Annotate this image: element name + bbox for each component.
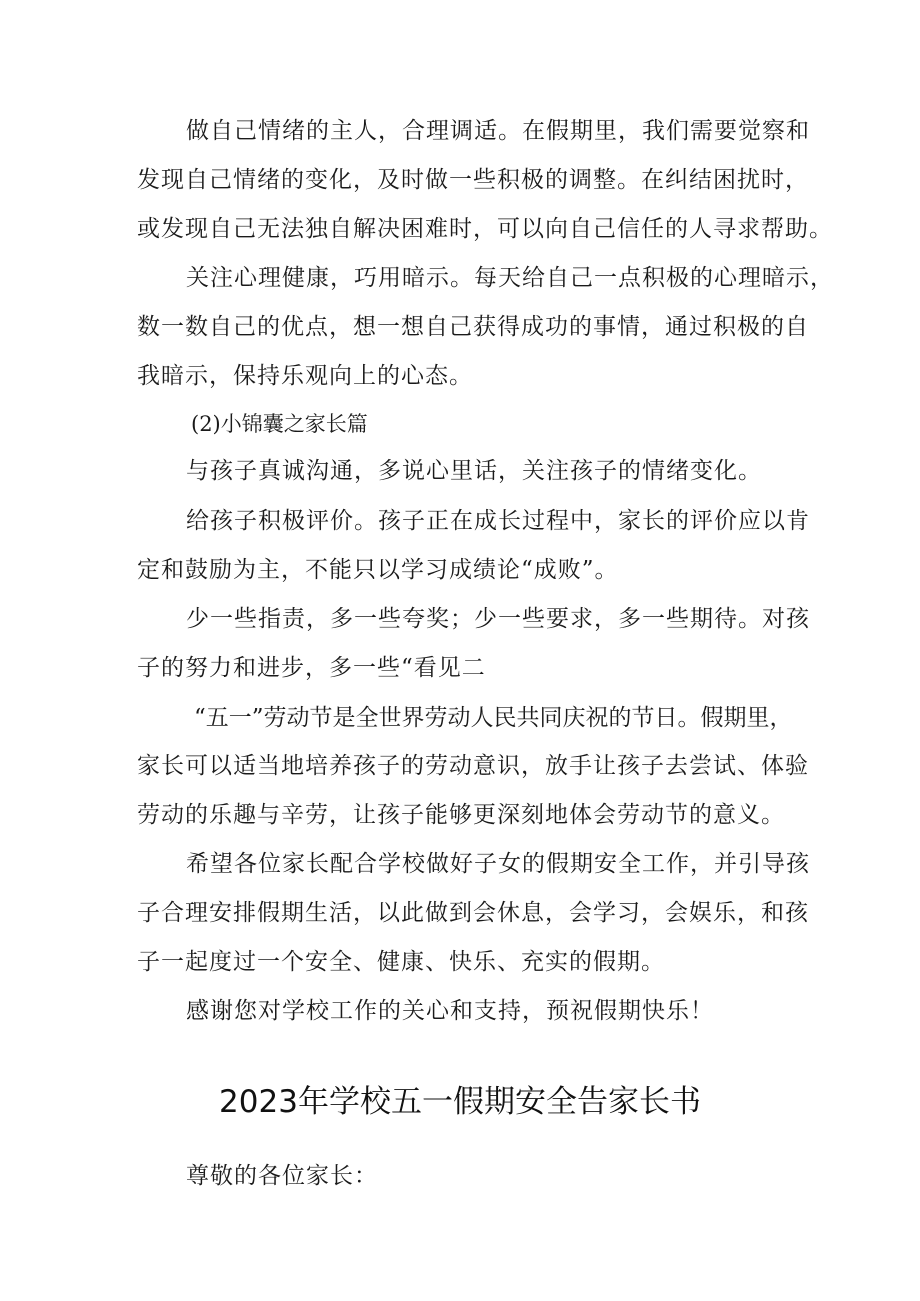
paragraph-8-line-1: 希望各位家长配合学校做好子女的假期安全工作，并引导孩 [186, 851, 810, 877]
paragraph-7-line-1: “五一”劳动节是全世界劳动人民共同庆祝的节日。假期里， [194, 705, 793, 731]
paragraph-9-line-1: 感谢您对学校工作的关心和支持，预祝假期快乐！ [186, 998, 714, 1024]
paragraph-6-line-2: 子的努力和进步，多一些“看见二 [137, 655, 486, 681]
paragraph-7-line-3: 劳动的乐趣与辛劳，让孩子能够更深刻地体会劳动节的意义。 [137, 802, 785, 828]
paragraph-4-line-1: 与孩子真诚沟通，多说心里话，关注孩子的情绪变化。 [186, 458, 762, 484]
salutation: 尊敬的各位家长： [186, 1163, 378, 1189]
paragraph-2-line-3: 我暗示，保持乐观向上的心态。 [137, 363, 473, 389]
section-subheading: (2)小锦囊之家长篇 [191, 412, 368, 436]
paragraph-5-line-2: 定和鼓励为主，不能只以学习成绩论“成败”。 [137, 557, 619, 583]
document-title: 2023年学校五一假期安全告家长书 [219, 1084, 701, 1120]
paragraph-1-line-2: 发现自己情绪的变化，及时做一些积极的调整。在纠结困扰时， [137, 167, 809, 193]
paragraph-2-line-2: 数一数自己的优点，想一想自己获得成功的事情，通过积极的自 [137, 314, 809, 340]
paragraph-1-line-1: 做自己情绪的主人，合理调适。在假期里，我们需要觉察和 [186, 118, 810, 144]
paragraph-7-line-2: 家长可以适当地培养孩子的劳动意识，放手让孩子去尝试、体验 [137, 753, 809, 779]
paragraph-2-line-1: 关注心理健康，巧用暗示。每天给自己一点积极的心理暗示， [186, 265, 834, 291]
paragraph-1-line-3: 或发现自己无法独自解决困难时，可以向自己信任的人寻求帮助。 [137, 216, 833, 242]
paragraph-8-line-2: 子合理安排假期生活，以此做到会休息，会学习，会娱乐，和孩 [137, 900, 809, 926]
paragraph-6-line-1: 少一些指责，多一些夸奖；少一些要求，多一些期待。对孩 [186, 606, 810, 632]
paragraph-5-line-1: 给孩子积极评价。孩子正在成长过程中，家长的评价应以肯 [186, 508, 810, 534]
paragraph-8-line-3: 子一起度过一个安全、健康、快乐、充实的假期。 [137, 949, 665, 975]
